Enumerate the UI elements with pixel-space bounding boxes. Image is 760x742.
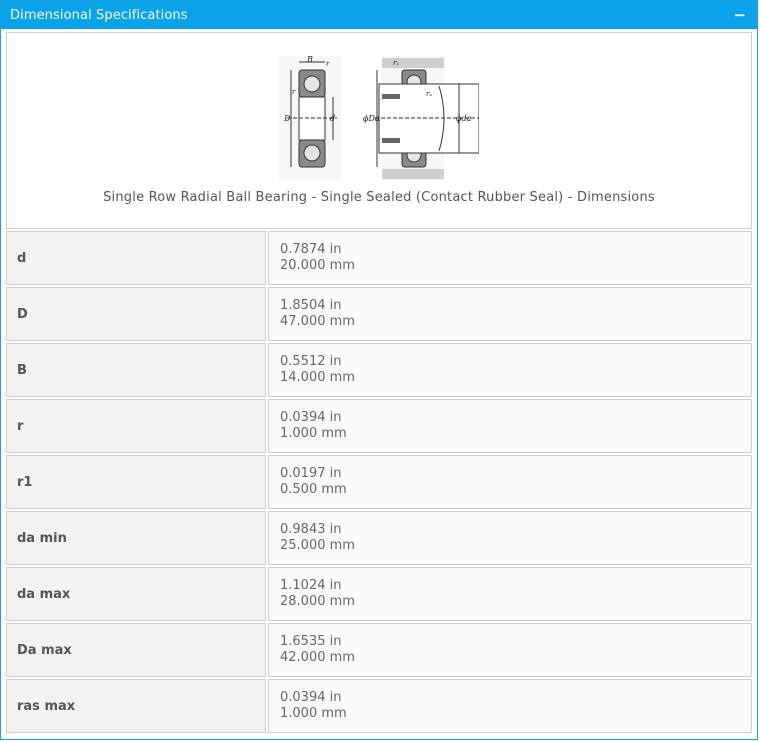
spec-value-mm: 42.000 mm — [280, 650, 355, 665]
label-r1: r₁ — [393, 59, 400, 67]
table-row — [6, 231, 752, 285]
table-row — [6, 343, 752, 397]
collapse-icon[interactable]: − — [733, 5, 746, 24]
spec-value-mm: 1.000 mm — [280, 706, 347, 721]
spec-value-mm: 14.000 mm — [280, 370, 355, 385]
bearing-figure — [6, 32, 752, 229]
label-d-outer: D — [284, 114, 291, 123]
panel-title: Dimensional Specifications — [10, 7, 188, 23]
spec-table — [6, 231, 752, 733]
spec-label: D — [6, 287, 266, 341]
spec-label: da max — [6, 567, 266, 621]
spec-label: r — [6, 399, 266, 453]
spec-label: B — [6, 343, 266, 397]
spec-value-in: 0.0394 in — [280, 410, 342, 425]
spec-value — [268, 287, 752, 341]
spec-value — [268, 399, 752, 453]
table-row — [6, 287, 752, 341]
figure-caption: Single Row Radial Ball Bearing - Single Sealed (Contact Rubber Seal) - Dimensions — [103, 190, 655, 205]
spec-value — [268, 679, 752, 733]
spec-label: da min — [6, 511, 266, 565]
spec-value-in: 1.1024 in — [280, 578, 342, 593]
label-d-inner: d — [330, 114, 336, 123]
spec-value — [268, 567, 752, 621]
spec-value-in: 0.5512 in — [280, 354, 342, 369]
spec-value-in: 0.7874 in — [280, 242, 342, 257]
table-row — [6, 679, 752, 733]
label-r-side: r — [292, 88, 296, 96]
spec-label: d — [6, 231, 266, 285]
table-row — [6, 623, 752, 677]
table-row — [6, 399, 752, 453]
spec-value — [268, 231, 752, 285]
label-phi-da-outer: ϕDa — [363, 114, 380, 123]
spec-value — [268, 623, 752, 677]
spec-label: r1 — [6, 455, 266, 509]
spec-value — [268, 511, 752, 565]
spec-value — [268, 343, 752, 397]
label-phi-da-inner: ϕda — [456, 114, 472, 123]
spec-label: ras max — [6, 679, 266, 733]
spec-value-in: 0.0394 in — [280, 690, 342, 705]
table-row — [6, 511, 752, 565]
spec-value-in: 0.0197 in — [280, 466, 342, 481]
spec-value — [268, 455, 752, 509]
spec-value-mm: 20.000 mm — [280, 258, 355, 273]
panel-header[interactable] — [1, 1, 757, 29]
table-row — [6, 455, 752, 509]
spec-value-in: 1.8504 in — [280, 298, 342, 313]
spec-value-mm: 1.000 mm — [280, 426, 347, 441]
table-row — [6, 567, 752, 621]
spec-value-mm: 47.000 mm — [280, 314, 355, 329]
label-r-top: r — [326, 60, 330, 68]
spec-value-in: 1.6535 in — [280, 634, 342, 649]
spec-label: Da max — [6, 623, 266, 677]
spec-value-in: 0.9843 in — [280, 522, 342, 537]
label-ra: rₐ — [426, 90, 432, 98]
spec-value-mm: 28.000 mm — [280, 594, 355, 609]
panel-content — [1, 29, 757, 733]
bearing-diagram — [279, 56, 479, 181]
spec-value-mm: 25.000 mm — [280, 538, 355, 553]
spec-value-mm: 0.500 mm — [280, 482, 347, 497]
label-b: B — [307, 56, 313, 64]
